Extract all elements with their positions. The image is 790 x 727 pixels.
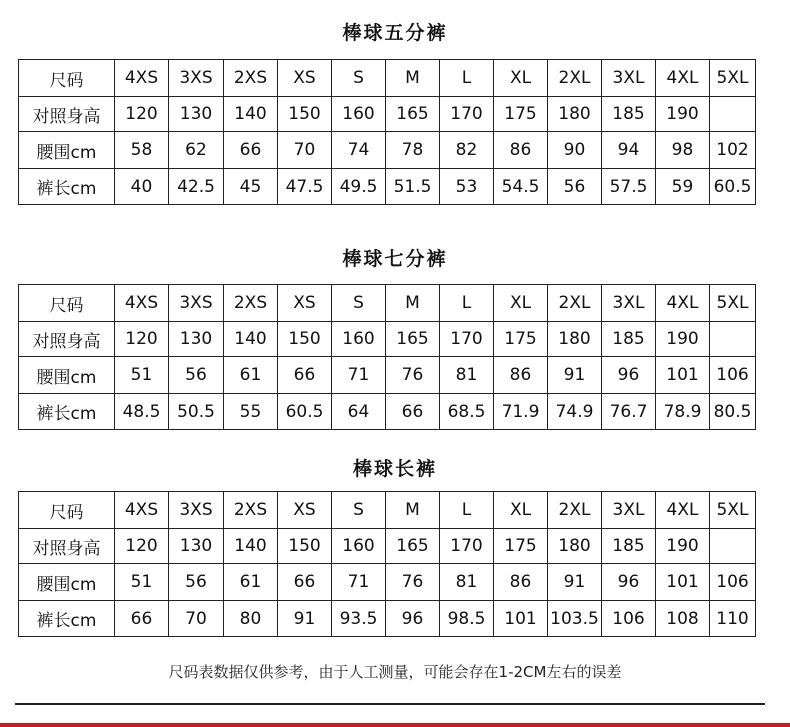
table-cell <box>710 529 756 564</box>
table-cell: 185 <box>602 529 656 564</box>
table-cell: 3XS <box>169 492 224 529</box>
table-cell: 对照身高 <box>19 97 115 132</box>
table-cell: 86 <box>494 132 548 169</box>
table-cell: 74 <box>332 132 386 169</box>
table-cell: 80.5 <box>710 394 756 430</box>
table-cell: 47.5 <box>278 169 332 205</box>
table-cell: 175 <box>494 529 548 564</box>
table-row <box>19 564 756 601</box>
table-cell: 190 <box>656 322 710 357</box>
table-cell: 130 <box>169 97 224 132</box>
table-title-capri: 棒球七分裤 <box>342 248 448 270</box>
table-cell: 170 <box>440 97 494 132</box>
table-cell: 腰围cm <box>19 132 115 169</box>
table-cell: 裤长cm <box>19 394 115 430</box>
table-cell: 120 <box>115 322 169 357</box>
table-row <box>19 394 756 430</box>
table-cell: 150 <box>278 529 332 564</box>
table-cell: 120 <box>115 529 169 564</box>
table-cell: 130 <box>169 322 224 357</box>
table-cell: 165 <box>386 322 440 357</box>
table-cell: 腰围cm <box>19 564 115 601</box>
table-cell: XL <box>494 492 548 529</box>
table-cell: M <box>386 60 440 97</box>
table-cell: 45 <box>224 169 278 205</box>
table-cell: XL <box>494 60 548 97</box>
table-cell: 2XS <box>224 285 278 322</box>
table-cell: XS <box>278 60 332 97</box>
table-cell: 106 <box>602 601 656 637</box>
table-cell: 3XS <box>169 60 224 97</box>
table-cell: 90 <box>548 132 602 169</box>
table-cell: 175 <box>494 97 548 132</box>
table-cell: 160 <box>332 529 386 564</box>
table-cell: 51.5 <box>386 169 440 205</box>
table-cell: 2XL <box>548 492 602 529</box>
table-cell: M <box>386 492 440 529</box>
table-cell: 175 <box>494 322 548 357</box>
table-cell: 106 <box>710 564 756 601</box>
table-cell: 76 <box>386 357 440 394</box>
table-row <box>19 322 756 357</box>
table-cell: 165 <box>386 97 440 132</box>
table-cell: XS <box>278 285 332 322</box>
table-cell: 82 <box>440 132 494 169</box>
table-cell: 93.5 <box>332 601 386 637</box>
table-cell: S <box>332 492 386 529</box>
table-cell: 40 <box>115 169 169 205</box>
table-cell: 2XS <box>224 492 278 529</box>
table-cell: 60.5 <box>278 394 332 430</box>
accent-bar <box>0 723 790 727</box>
table-cell: 56 <box>169 357 224 394</box>
table-cell: 96 <box>386 601 440 637</box>
table-cell: 91 <box>548 564 602 601</box>
table-cell: 尺码 <box>19 60 115 97</box>
table-cell: 5XL <box>710 492 756 529</box>
table-cell: 102 <box>710 132 756 169</box>
table-cell: 66 <box>224 132 278 169</box>
table-cell: 4XS <box>115 285 169 322</box>
table-cell: 4XS <box>115 60 169 97</box>
table-cell: 70 <box>278 132 332 169</box>
table-cell: 48.5 <box>115 394 169 430</box>
table-cell: 49.5 <box>332 169 386 205</box>
table-cell: 55 <box>224 394 278 430</box>
table-cell: 62 <box>169 132 224 169</box>
table-cell: 61 <box>224 564 278 601</box>
table-cell: 53 <box>440 169 494 205</box>
table-row <box>19 601 756 637</box>
size-table-capri <box>18 284 756 430</box>
table-cell: 170 <box>440 529 494 564</box>
table-cell: 108 <box>656 601 710 637</box>
table-header-row <box>19 492 756 529</box>
table-cell: 86 <box>494 564 548 601</box>
table-cell: M <box>386 285 440 322</box>
table-cell: 4XS <box>115 492 169 529</box>
table-cell: 91 <box>548 357 602 394</box>
table-header-row <box>19 285 756 322</box>
size-table-long-pants <box>18 491 756 637</box>
table-cell: 81 <box>440 357 494 394</box>
table-cell: L <box>440 60 494 97</box>
table-cell: 86 <box>494 357 548 394</box>
table-cell: 190 <box>656 529 710 564</box>
table-cell: 101 <box>656 357 710 394</box>
table-cell: 150 <box>278 322 332 357</box>
table-cell: 3XS <box>169 285 224 322</box>
table-cell: 76.7 <box>602 394 656 430</box>
size-table-shorts <box>18 59 756 205</box>
table-cell: 106 <box>710 357 756 394</box>
table-cell: 尺码 <box>19 492 115 529</box>
divider-line <box>15 703 765 705</box>
table-cell: 165 <box>386 529 440 564</box>
table-cell: 2XS <box>224 60 278 97</box>
table-cell: 140 <box>224 97 278 132</box>
table-cell: 185 <box>602 322 656 357</box>
table-cell: 180 <box>548 529 602 564</box>
table-cell: 81 <box>440 564 494 601</box>
table-cell: 裤长cm <box>19 601 115 637</box>
table-cell: 78.9 <box>656 394 710 430</box>
table-row <box>19 97 756 132</box>
table-cell <box>710 322 756 357</box>
table-cell: 3XL <box>602 492 656 529</box>
table-cell: 71 <box>332 357 386 394</box>
table-cell: 170 <box>440 322 494 357</box>
table-cell: 71 <box>332 564 386 601</box>
table-cell: 51 <box>115 564 169 601</box>
table-cell: 58 <box>115 132 169 169</box>
table-cell: XS <box>278 492 332 529</box>
table-cell: 190 <box>656 97 710 132</box>
table-cell: 78 <box>386 132 440 169</box>
table-cell: 66 <box>386 394 440 430</box>
table-cell: 98 <box>656 132 710 169</box>
table-cell: 185 <box>602 97 656 132</box>
table-title-long-pants: 棒球长裤 <box>352 458 437 480</box>
table-cell: 76 <box>386 564 440 601</box>
table-cell: L <box>440 492 494 529</box>
table-cell: 74.9 <box>548 394 602 430</box>
table-cell: 60.5 <box>710 169 756 205</box>
table-cell: 56 <box>169 564 224 601</box>
table-cell: 96 <box>602 564 656 601</box>
table-cell: 50.5 <box>169 394 224 430</box>
table-cell: 70 <box>169 601 224 637</box>
table-cell: 130 <box>169 529 224 564</box>
table-title-shorts: 棒球五分裤 <box>342 22 448 44</box>
table-cell: 59 <box>656 169 710 205</box>
table-cell: 61 <box>224 357 278 394</box>
table-cell: 66 <box>278 564 332 601</box>
table-cell: 42.5 <box>169 169 224 205</box>
table-cell: 66 <box>115 601 169 637</box>
table-cell: 对照身高 <box>19 529 115 564</box>
table-cell: 91 <box>278 601 332 637</box>
table-cell: 103.5 <box>548 601 602 637</box>
table-cell: 5XL <box>710 60 756 97</box>
table-cell: 160 <box>332 97 386 132</box>
table-cell: 101 <box>656 564 710 601</box>
table-cell: 140 <box>224 322 278 357</box>
table-cell: 180 <box>548 322 602 357</box>
table-cell: 51 <box>115 357 169 394</box>
table-row <box>19 169 756 205</box>
table-cell: 160 <box>332 322 386 357</box>
table-cell: 68.5 <box>440 394 494 430</box>
table-cell: 71.9 <box>494 394 548 430</box>
table-row <box>19 529 756 564</box>
table-cell: 5XL <box>710 285 756 322</box>
table-row <box>19 132 756 169</box>
disclaimer-note: 尺码表数据仅供参考，由于人工测量，可能会存在1-2CM左右的误差 <box>168 663 622 681</box>
table-cell: 4XL <box>656 60 710 97</box>
table-cell: 56 <box>548 169 602 205</box>
table-cell: L <box>440 285 494 322</box>
table-cell: 腰围cm <box>19 357 115 394</box>
table-cell: 66 <box>278 357 332 394</box>
table-cell <box>710 97 756 132</box>
table-cell: XL <box>494 285 548 322</box>
table-cell: 64 <box>332 394 386 430</box>
table-cell: 4XL <box>656 285 710 322</box>
table-cell: 3XL <box>602 60 656 97</box>
table-cell: 裤长cm <box>19 169 115 205</box>
table-cell: 尺码 <box>19 285 115 322</box>
table-cell: 2XL <box>548 285 602 322</box>
table-cell: 对照身高 <box>19 322 115 357</box>
table-cell: 2XL <box>548 60 602 97</box>
table-cell: S <box>332 285 386 322</box>
table-cell: 120 <box>115 97 169 132</box>
table-cell: S <box>332 60 386 97</box>
table-cell: 101 <box>494 601 548 637</box>
table-cell: 98.5 <box>440 601 494 637</box>
table-cell: 54.5 <box>494 169 548 205</box>
table-cell: 180 <box>548 97 602 132</box>
table-cell: 80 <box>224 601 278 637</box>
table-cell: 94 <box>602 132 656 169</box>
table-cell: 140 <box>224 529 278 564</box>
table-cell: 57.5 <box>602 169 656 205</box>
table-cell: 110 <box>710 601 756 637</box>
table-cell: 4XL <box>656 492 710 529</box>
table-cell: 3XL <box>602 285 656 322</box>
table-row <box>19 357 756 394</box>
table-cell: 150 <box>278 97 332 132</box>
table-cell: 96 <box>602 357 656 394</box>
table-header-row <box>19 60 756 97</box>
